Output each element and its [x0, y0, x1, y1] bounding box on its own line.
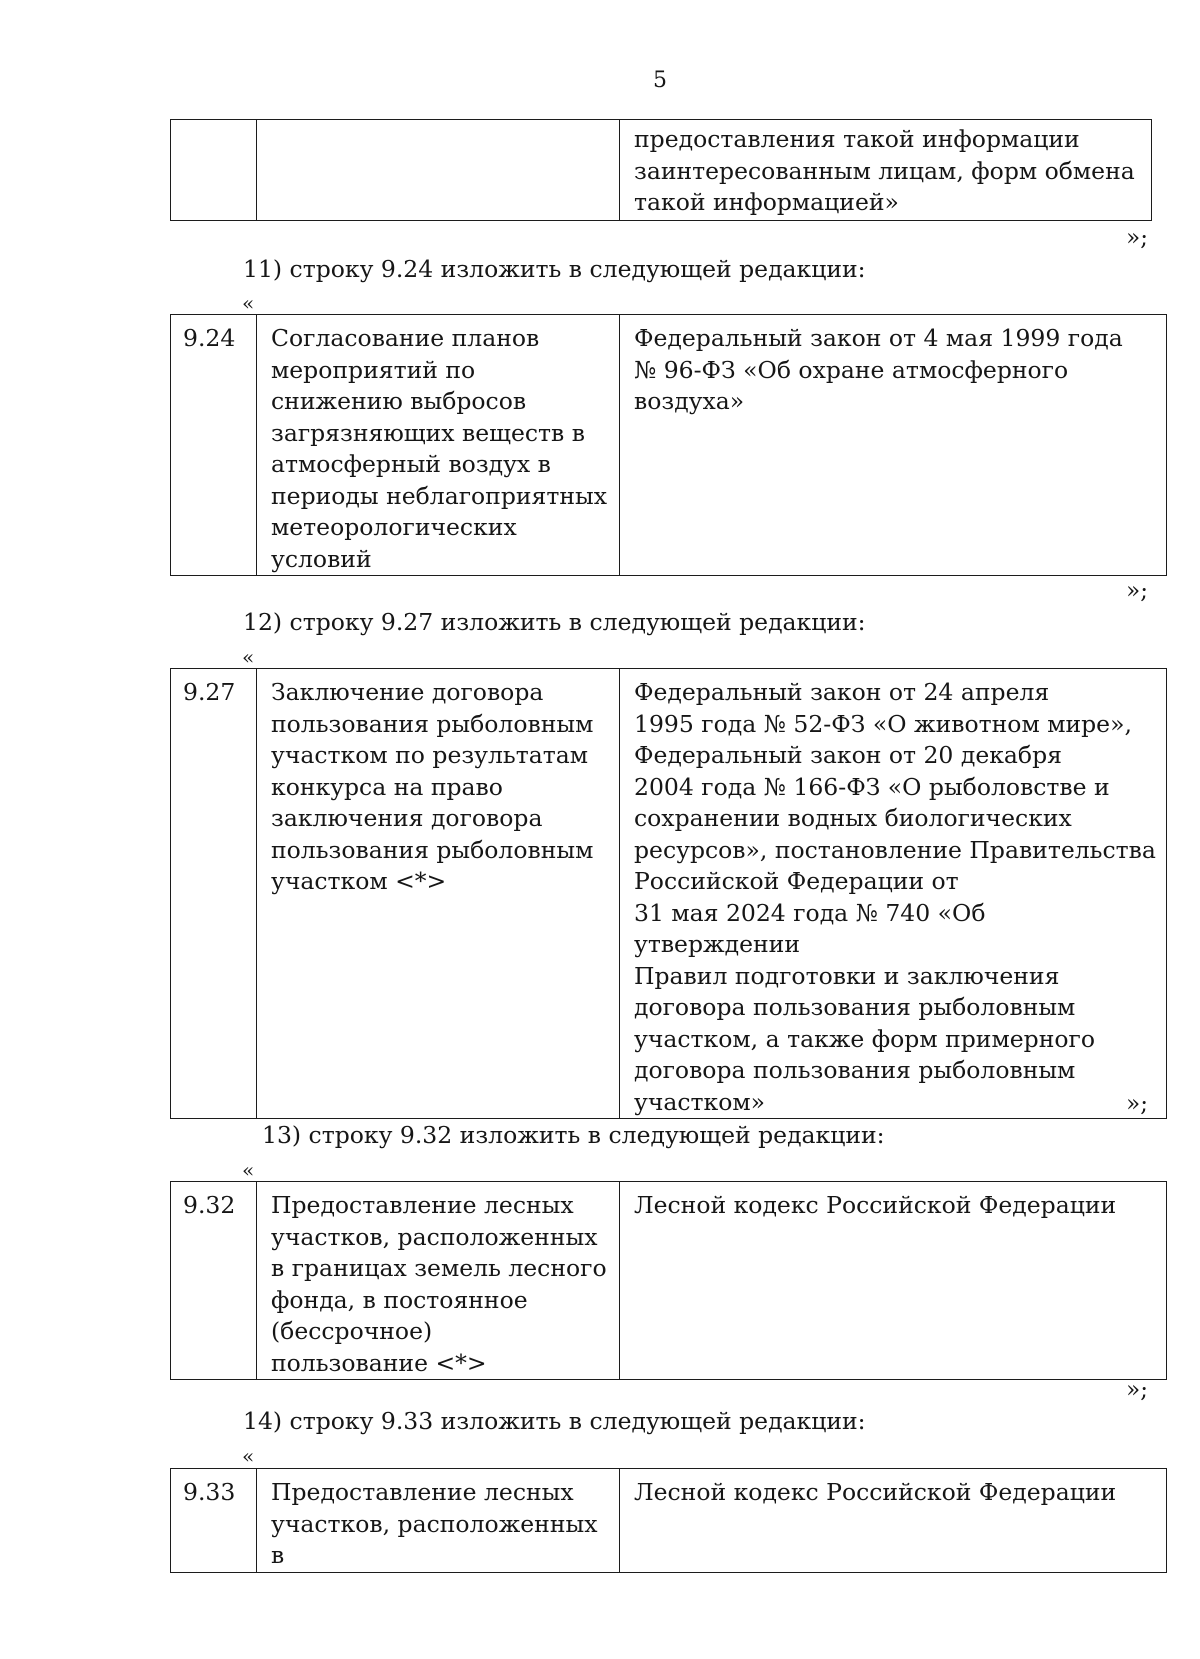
table-row — [171, 120, 1152, 221]
table-row — [171, 1469, 1167, 1573]
service-name-cell — [257, 315, 620, 576]
legal-basis: Федеральный закон от 4 мая 1999 года № 96-ФЗ «Об охране атмосферного воздуха» — [634, 324, 1123, 415]
table-row — [171, 315, 1167, 576]
closing-quote: »; — [1126, 578, 1148, 604]
instruction-12: 12) строку 9.27 изложить в следующей редакции: — [243, 608, 866, 636]
instruction-14: 14) строку 9.33 изложить в следующей редакции: — [243, 1407, 866, 1435]
legal-basis: Федеральный закон от 24 апреля 1995 года № 52-ФЗ «О животном мире», Федеральный закон от 20 декабря 2004 года № 166-ФЗ «О рыболовстве и сохранении водных биологических ресурсов», постановление Правительства Российской Федерации от 31 мая 2024 года № 740 «Об утверждении Правил подготовки и заключения договора пользования рыболовным участком, а также форм примерного договора пользования рыболовным участком» — [634, 678, 1156, 1116]
closing-quote: »; — [1126, 1091, 1148, 1117]
opening-quote: « — [242, 291, 255, 315]
service-name-cell — [257, 669, 620, 1119]
row-table-9-24 — [170, 314, 1167, 576]
service-name: Предоставление лесных участков, расположенных в — [271, 1478, 598, 1569]
basis-cell — [620, 120, 1152, 221]
instruction-13: 13) строку 9.32 изложить в следующей редакции: — [262, 1121, 885, 1149]
closing-quote: »; — [1126, 225, 1148, 251]
legal-basis: Лесной кодекс Российской Федерации — [634, 1478, 1117, 1506]
row-table-9-33 — [170, 1468, 1167, 1573]
row-number: 9.33 — [171, 1469, 257, 1573]
row-number: 9.32 — [171, 1182, 257, 1380]
service-name: Заключение договора пользования рыболовным участком по результатам конкурса на право заключения договора пользования рыболовным участком <*> — [271, 678, 594, 895]
table-row — [171, 669, 1167, 1119]
legal-basis-cell — [620, 1182, 1167, 1380]
service-name-cell — [257, 1469, 620, 1573]
legal-basis-cell — [620, 669, 1167, 1119]
service-name: Предоставление лесных участков, расположенных в границах земель лесного фонда, в постоянное (бессрочное) пользование <*> — [271, 1191, 607, 1377]
opening-quote: « — [242, 1444, 255, 1468]
opening-quote: « — [242, 645, 255, 669]
number-cell — [171, 120, 257, 221]
closing-quote: »; — [1126, 1377, 1148, 1403]
page-number: 5 — [653, 68, 667, 93]
legal-basis-cell — [620, 315, 1167, 576]
name-cell — [257, 120, 620, 221]
row-number: 9.24 — [171, 315, 257, 576]
continuation-table — [170, 119, 1152, 221]
opening-quote: « — [242, 1158, 255, 1182]
row-table-9-32 — [170, 1181, 1167, 1380]
service-name-cell — [257, 1182, 620, 1380]
row-table-9-27 — [170, 668, 1167, 1119]
legal-basis: Лесной кодекс Российской Федерации — [634, 1191, 1117, 1219]
row-number: 9.27 — [171, 669, 257, 1119]
table-row — [171, 1182, 1167, 1380]
legal-basis-cell — [620, 1469, 1167, 1573]
service-name: Согласование планов мероприятий по снижению выбросов загрязняющих веществ в атмосферный воздух в периоды неблагоприятных метеорологических условий — [271, 324, 607, 573]
instruction-11: 11) строку 9.24 изложить в следующей редакции: — [243, 255, 866, 283]
continuation-text: предоставления такой информации заинтересованным лицам, форм обмена такой информацией» — [634, 125, 1135, 216]
